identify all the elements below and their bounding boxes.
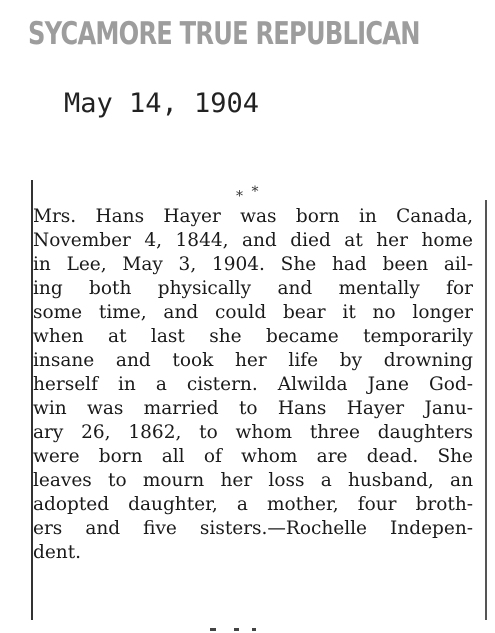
- article-line: adopted daughter, a mother, four broth-: [33, 494, 473, 515]
- article-line: leaves to mourn her loss a husband, an: [33, 470, 473, 491]
- article-line: ers and five sisters.—Rochelle Indepen-: [33, 518, 473, 539]
- article-line: ary 26, 1862, to whom three daughters: [33, 422, 473, 443]
- article-line: dent.: [33, 542, 82, 563]
- article-line: when at last she became temporarily: [33, 326, 473, 347]
- cut-off-text-fragment: [200, 628, 280, 633]
- article-line: insane and took her life by drowning: [33, 350, 473, 371]
- article-line: in Lee, May 3, 1904. She had been ail-: [33, 254, 473, 275]
- newspaper-name-stamp: SYCAMORE TRUE REPUBLICAN: [28, 16, 420, 52]
- clipping-right-border: [485, 200, 487, 620]
- newspaper-clipping: [31, 180, 487, 620]
- article-line: were born all of whom are dead. She: [33, 446, 473, 467]
- article-line: win was married to Hans Hayer Janu-: [33, 398, 473, 419]
- clipping-date: May 14, 1904: [64, 88, 260, 119]
- article-line: herself in a cistern. Alwilda Jane God-: [33, 374, 473, 395]
- article-line: ing both physically and mentally for: [33, 278, 473, 299]
- article-line: some time, and could bear it no longer: [33, 302, 473, 323]
- article-line: Mrs. Hans Hayer was born in Canada,: [33, 206, 473, 227]
- asterism-separator: ⁎ *: [236, 184, 261, 200]
- article-line: November 4, 1844, and died at her home: [33, 230, 473, 251]
